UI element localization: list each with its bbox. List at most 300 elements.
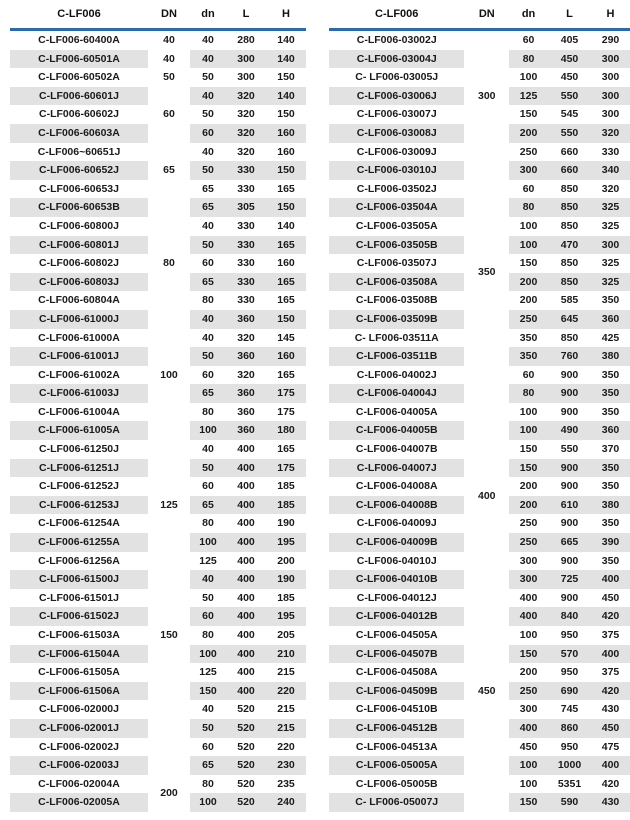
height-cell: 350 (591, 459, 630, 478)
height-cell: 240 (266, 793, 306, 812)
dn-group-cell (148, 719, 190, 738)
dn-group-cell: 40 (148, 50, 190, 69)
model-cell: C-LF006-04002J (356, 368, 437, 381)
height-cell: 190 (266, 570, 306, 589)
model-cell: C-LF006-04010J (356, 554, 437, 567)
table-row (329, 514, 630, 533)
dn-cell: 250 (519, 145, 538, 158)
length-cell: 320 (237, 368, 255, 381)
length-cell: 300 (237, 71, 255, 84)
length-cell: 400 (237, 517, 255, 530)
table-row (10, 663, 306, 682)
height-cell: 140 (277, 219, 295, 232)
height-cell: 150 (277, 71, 295, 84)
dn-group-cell (464, 700, 509, 719)
dn-cell: 65 (190, 756, 226, 775)
length-cell: 550 (548, 87, 591, 106)
dn-group-cell (464, 514, 509, 533)
length-cell: 520 (237, 777, 255, 790)
model-cell: C-LF006-04007J (329, 459, 464, 478)
model-cell: C-LF006-60800J (39, 219, 119, 232)
dn-cell: 100 (190, 421, 226, 440)
model-cell: C-LF006-02003J (10, 756, 148, 775)
dn-cell: 80 (202, 517, 214, 530)
dn-cell: 60 (190, 607, 226, 626)
table-row (10, 756, 306, 775)
length-cell: 900 (548, 384, 591, 403)
dn-cell: 50 (202, 591, 214, 604)
dn-group-cell (464, 68, 509, 87)
table-row (329, 421, 630, 440)
table-row (329, 700, 630, 719)
model-cell: C-LF006-03505B (329, 236, 464, 255)
length-cell: 850 (560, 257, 579, 270)
dn-group-cell (464, 663, 509, 682)
table-row (329, 682, 630, 701)
length-cell: 320 (237, 331, 255, 344)
height-cell: 160 (266, 347, 306, 366)
dn-group-cell: 400 (464, 477, 509, 514)
model-cell: C-LF006-04012J (356, 591, 437, 604)
model-cell: C-LF006-03508B (355, 294, 438, 307)
model-cell: C-LF006-03004J (329, 50, 464, 69)
length-cell: 490 (548, 421, 591, 440)
column-header-DN: DN (464, 0, 509, 30)
dn-cell: 40 (190, 50, 226, 69)
table-row (329, 254, 630, 273)
dn-cell: 400 (509, 607, 548, 626)
model-cell: C-LF006-60801J (10, 236, 148, 255)
table-row (10, 738, 306, 757)
model-cell: C-LF006-04005A (355, 405, 438, 418)
dn-group-cell: 40 (148, 30, 190, 50)
height-cell: 360 (591, 310, 630, 329)
length-cell: 320 (237, 145, 255, 158)
spec-table-right-section (315, 0, 630, 820)
table-row (10, 180, 306, 199)
height-cell: 350 (591, 384, 630, 403)
table-row (10, 68, 306, 87)
dn-cell: 65 (190, 273, 226, 292)
model-cell: C-LF006-61001J (10, 347, 148, 366)
height-cell: 185 (277, 480, 295, 493)
height-cell: 325 (601, 257, 620, 270)
table-row (10, 198, 306, 217)
dn-group-cell (464, 570, 509, 589)
model-cell: C-LF006-04005B (329, 421, 464, 440)
dn-cell: 150 (509, 793, 548, 812)
height-cell: 325 (591, 273, 630, 292)
length-cell: 400 (237, 591, 255, 604)
model-cell: C-LF006-02005A (10, 793, 148, 812)
height-cell: 290 (601, 34, 620, 46)
model-cell: C-LF006-04009B (329, 533, 464, 552)
length-cell: 900 (560, 517, 579, 530)
height-cell: 350 (601, 480, 620, 493)
table-row (329, 329, 630, 348)
dn-group-cell (464, 756, 509, 775)
column-header-H: H (591, 0, 630, 30)
length-cell: 610 (548, 496, 591, 515)
length-cell: 745 (560, 703, 579, 716)
table-row (329, 775, 630, 794)
model-cell: C-LF006-60502A (38, 71, 120, 84)
height-cell: 375 (601, 666, 620, 679)
dn-group-cell (148, 459, 190, 478)
height-cell: 215 (277, 703, 295, 716)
dn-group-cell (148, 236, 190, 255)
model-cell: C-LF006-60653J (39, 182, 119, 195)
dn-group-cell (464, 626, 509, 645)
dn-group-cell: 50 (148, 68, 190, 87)
dn-cell: 80 (509, 50, 548, 69)
height-cell: 205 (277, 629, 295, 641)
height-cell: 150 (266, 198, 306, 217)
dn-group-cell: 60 (148, 105, 190, 124)
dn-cell: 40 (202, 331, 214, 344)
model-cell: C-LF006-04508A (355, 666, 438, 679)
height-cell: 145 (277, 331, 295, 344)
model-cell: C-LF006-03511B (329, 347, 464, 366)
height-cell: 350 (601, 554, 620, 567)
height-cell: 330 (601, 145, 620, 158)
dn-group-cell (148, 310, 190, 329)
length-cell: 400 (226, 645, 266, 664)
length-cell: 280 (237, 34, 255, 46)
dn-group-cell (464, 143, 509, 162)
length-cell: 450 (548, 50, 591, 69)
length-cell: 860 (548, 719, 591, 738)
model-cell: C-LF006-05005A (329, 756, 464, 775)
model-cell: C-LF006-04513A (355, 740, 438, 753)
dn-cell: 40 (202, 145, 214, 158)
table-row (10, 143, 306, 162)
table-row (329, 607, 630, 626)
dn-cell: 150 (519, 108, 538, 121)
table-row (329, 366, 630, 385)
height-cell: 140 (266, 50, 306, 69)
dn-group-cell (464, 105, 509, 124)
model-cell: C-LF006-04509B (329, 682, 464, 701)
model-cell: C-LF006-03508A (329, 273, 464, 292)
height-cell: 420 (601, 777, 620, 790)
dn-cell: 100 (519, 405, 538, 418)
height-cell: 430 (591, 793, 630, 812)
dn-cell: 200 (509, 124, 548, 143)
table-row (329, 310, 630, 329)
dn-group-cell (148, 477, 190, 496)
length-cell: 900 (548, 459, 591, 478)
dn-cell: 300 (509, 161, 548, 180)
height-cell: 140 (277, 34, 295, 46)
model-cell: C-LF006-60603A (10, 124, 148, 143)
dn-group-cell (464, 793, 509, 812)
dn-group-cell: 350 (464, 254, 509, 291)
dn-cell: 60 (522, 182, 535, 195)
length-cell: 320 (237, 108, 255, 121)
height-cell: 360 (591, 421, 630, 440)
length-cell: 900 (560, 368, 579, 381)
column-header-dn: dn (190, 0, 226, 30)
dn-group-cell (148, 273, 190, 292)
height-cell: 380 (591, 347, 630, 366)
length-cell: 660 (560, 145, 579, 158)
model-cell: C-LF006-60652J (10, 161, 148, 180)
height-cell: 165 (277, 443, 295, 456)
model-cell: C-LF006-61252J (39, 480, 119, 493)
dn-cell: 250 (519, 517, 538, 530)
height-cell: 165 (277, 368, 295, 381)
dn-cell: 80 (202, 629, 214, 641)
dn-cell: 400 (519, 591, 538, 604)
model-cell: C-LF006-03007J (356, 108, 437, 121)
model-cell: C-LF006-03505A (355, 219, 438, 232)
dn-group-cell (464, 198, 509, 217)
height-cell: 325 (591, 198, 630, 217)
length-cell: 545 (560, 108, 579, 121)
table-row (329, 663, 630, 682)
height-cell: 320 (591, 124, 630, 143)
dn-group-cell (464, 384, 509, 403)
model-cell: C-LF006-61503A (38, 629, 120, 641)
dn-cell: 250 (509, 533, 548, 552)
model-cell: C-LF006-61250J (39, 443, 119, 456)
model-cell: C-LF006-02004A (38, 777, 120, 790)
table-row (10, 514, 306, 533)
model-cell: C-LF006-61502J (10, 607, 148, 626)
height-cell: 420 (591, 682, 630, 701)
model-cell: C-LF006-60803J (10, 273, 148, 292)
dn-cell: 150 (509, 459, 548, 478)
table-row (10, 440, 306, 459)
table-row (10, 105, 306, 124)
dn-cell: 100 (190, 533, 226, 552)
length-cell: 400 (226, 533, 266, 552)
dn-group-cell (464, 217, 509, 236)
table-row (10, 607, 306, 626)
dn-cell: 300 (509, 570, 548, 589)
length-cell: 360 (226, 421, 266, 440)
dn-cell: 100 (509, 236, 548, 255)
model-cell: C-LF006-04512B (329, 719, 464, 738)
length-cell: 520 (237, 703, 255, 716)
dn-group-cell (148, 738, 190, 757)
table-row (10, 124, 306, 143)
model-cell: C-LF006-04008A (355, 480, 438, 493)
table-row (10, 645, 306, 664)
model-cell: C-LF006-60804A (38, 294, 120, 307)
dn-cell: 50 (190, 236, 226, 255)
dn-group-cell (464, 329, 509, 348)
length-cell: 400 (226, 496, 266, 515)
height-cell: 175 (266, 459, 306, 478)
height-cell: 185 (277, 591, 295, 604)
dn-cell: 250 (509, 682, 548, 701)
dn-group-cell (464, 775, 509, 794)
dn-group-cell: 200 (148, 775, 190, 812)
dn-group-cell (148, 700, 190, 719)
height-cell: 300 (591, 50, 630, 69)
dn-cell: 300 (519, 703, 538, 716)
dn-group-cell (148, 756, 190, 775)
table-row (10, 347, 306, 366)
dn-cell: 100 (519, 777, 538, 790)
table-row (10, 459, 306, 478)
length-cell: 360 (226, 384, 266, 403)
table-row (329, 198, 630, 217)
column-header-model: C-LF006 (329, 0, 464, 30)
dn-group-cell (148, 645, 190, 664)
height-cell: 300 (591, 236, 630, 255)
dn-cell: 60 (202, 740, 214, 753)
dn-cell: 40 (202, 703, 214, 716)
dn-group-cell (148, 180, 190, 199)
length-cell: 400 (237, 480, 255, 493)
dn-group-cell (464, 645, 509, 664)
spec-table-right (329, 0, 630, 812)
table-row (329, 291, 630, 310)
table-row (10, 589, 306, 608)
dn-group-cell (464, 310, 509, 329)
dn-group-cell (464, 180, 509, 199)
model-cell: C-LF006-03009J (356, 145, 437, 158)
dn-group-cell (148, 607, 190, 626)
dn-cell: 60 (202, 257, 214, 270)
model-cell: C-LF006-03010J (329, 161, 464, 180)
dn-cell: 65 (190, 496, 226, 515)
length-cell: 725 (548, 570, 591, 589)
table-row (329, 719, 630, 738)
dn-group-cell (464, 719, 509, 738)
length-cell: 665 (548, 533, 591, 552)
dn-cell: 200 (519, 480, 538, 493)
table-row (10, 421, 306, 440)
length-cell: 850 (560, 331, 579, 344)
dn-cell: 40 (190, 87, 226, 106)
length-cell: 320 (226, 124, 266, 143)
length-cell: 300 (226, 50, 266, 69)
dn-group-cell (464, 366, 509, 385)
height-cell: 185 (266, 496, 306, 515)
height-cell: 300 (601, 108, 620, 121)
table-row (329, 30, 630, 50)
dn-cell: 100 (519, 629, 538, 641)
length-cell: 690 (548, 682, 591, 701)
dn-group-cell (148, 143, 190, 162)
model-cell: C-LF006-60602J (39, 108, 119, 121)
height-cell: 350 (601, 368, 620, 381)
dn-cell: 100 (509, 756, 548, 775)
table-row (10, 254, 306, 273)
table-row (329, 533, 630, 552)
dn-cell: 400 (509, 719, 548, 738)
model-cell: C-LF006-03008J (329, 124, 464, 143)
height-cell: 230 (266, 756, 306, 775)
table-row (329, 403, 630, 422)
dn-cell: 125 (199, 554, 217, 567)
height-cell: 375 (601, 629, 620, 641)
dn-cell: 300 (519, 554, 538, 567)
dn-cell: 100 (519, 71, 538, 84)
header-row (10, 0, 306, 30)
height-cell: 450 (591, 719, 630, 738)
model-cell: C-LF006-61253J (10, 496, 148, 515)
column-header-dn: dn (509, 0, 548, 30)
dn-cell: 350 (509, 347, 548, 366)
dn-cell: 80 (202, 294, 214, 307)
length-cell: 850 (560, 182, 579, 195)
dn-cell: 80 (509, 198, 548, 217)
height-cell: 195 (266, 607, 306, 626)
model-cell: C-LF006-60400A (38, 34, 120, 46)
table-row (10, 30, 306, 50)
length-cell: 470 (548, 236, 591, 255)
dn-group-cell (148, 384, 190, 403)
model-cell: C-LF006-60653B (10, 198, 148, 217)
dn-cell: 150 (519, 443, 538, 456)
height-cell: 220 (277, 740, 295, 753)
table-row (10, 161, 306, 180)
dn-group-cell (464, 738, 509, 757)
height-cell: 390 (591, 533, 630, 552)
height-cell: 160 (277, 145, 295, 158)
table-row (329, 552, 630, 571)
model-cell: C-LF006-61506A (10, 682, 148, 701)
height-cell: 210 (266, 645, 306, 664)
dn-group-cell (464, 459, 509, 478)
dn-cell: 450 (519, 740, 538, 753)
height-cell: 215 (266, 719, 306, 738)
table-row (10, 552, 306, 571)
dn-cell: 250 (509, 310, 548, 329)
length-cell: 570 (548, 645, 591, 664)
model-cell: C-LF006-61000A (38, 331, 120, 344)
model-cell: C-LF006-61500J (10, 570, 148, 589)
table-row (329, 570, 630, 589)
dn-group-cell (464, 403, 509, 422)
table-row (329, 50, 630, 69)
model-cell: C-LF006-03502J (356, 182, 437, 195)
dn-group-cell (464, 50, 509, 69)
dn-cell: 40 (190, 570, 226, 589)
dn-group-cell (464, 440, 509, 459)
table-row (10, 366, 306, 385)
model-cell: C-LF006-03509B (329, 310, 464, 329)
dn-cell: 100 (509, 421, 548, 440)
table-row (329, 626, 630, 645)
dn-group-cell (148, 440, 190, 459)
dn-cell: 50 (190, 161, 226, 180)
height-cell: 420 (591, 607, 630, 626)
table-row (10, 310, 306, 329)
table-row (329, 738, 630, 757)
height-cell: 300 (601, 71, 620, 84)
dn-cell: 40 (202, 219, 214, 232)
dn-cell: 50 (202, 71, 214, 84)
length-cell: 400 (237, 443, 255, 456)
model-cell: C-LF006-61005A (10, 421, 148, 440)
length-cell: 760 (548, 347, 591, 366)
column-header-L: L (548, 0, 591, 30)
length-cell: 330 (226, 273, 266, 292)
model-cell: C-LF006-04507B (329, 645, 464, 664)
model-cell: C-LF006-61004A (38, 405, 120, 418)
height-cell: 475 (601, 740, 620, 753)
length-cell: 400 (226, 570, 266, 589)
dn-group-cell (464, 124, 509, 143)
model-cell: C-LF006-05005B (355, 777, 438, 790)
model-cell: C-LF006-04510B (355, 703, 438, 716)
